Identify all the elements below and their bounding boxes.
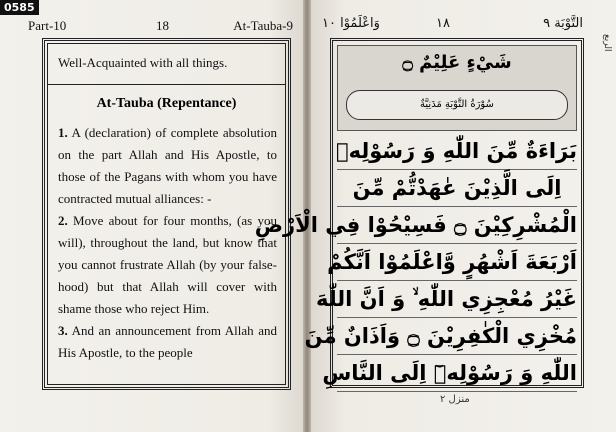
right-head-center: ١٨ bbox=[436, 16, 450, 31]
divider bbox=[48, 84, 285, 85]
right-text-frame bbox=[254, 38, 584, 388]
right-head-left: وَاعْلَمُوْا ١٠ bbox=[322, 16, 380, 31]
left-text-frame bbox=[42, 38, 291, 390]
translation-body bbox=[58, 122, 277, 364]
ayah-line: بَرَاءَةٌ مِّنَ اللّٰهِ وَ رَسُوْلِهٖ bbox=[337, 133, 577, 170]
arabic-text bbox=[254, 133, 577, 392]
right-head-right: التَّوْبَة ٩ bbox=[543, 16, 583, 31]
verse-number: 2. bbox=[58, 213, 68, 228]
verse-number: 3. bbox=[58, 323, 68, 338]
ayah-line: الْمُشْرِكِيْنَ ۝ فَسِيْحُوْا فِي الْاَرْضِ bbox=[337, 207, 577, 244]
verse-number: 1. bbox=[58, 125, 68, 140]
verse-2 bbox=[58, 210, 277, 320]
margin-note: الربع bbox=[602, 34, 612, 52]
right-running-head bbox=[318, 16, 583, 34]
verse-text: Move about for four months, (as you will), throughout the land, but know that you cannot frustrate Allah (by your false-hood) but that Allah will cover with shame those who reject Him. bbox=[58, 213, 278, 316]
carryover-line: Well-Acquainted with all things. bbox=[58, 55, 228, 70]
part-label: Part-10 bbox=[28, 18, 67, 33]
ayah-line: اَرْبَعَةَ اَشْهُرٍ وَّاعْلَمُوْا اَنَّكُمْ bbox=[337, 244, 577, 281]
left-frame-inner bbox=[47, 43, 286, 385]
ayah-line: اِلَى الَّذِيْنَ عٰهَدْتُّمْ مِّنَ bbox=[337, 170, 577, 207]
sura-label: At-Tauba-9 bbox=[233, 18, 293, 33]
ayah-line: غَيْرُ مُعْجِزِي اللّٰهِ ۙ وَ اَنَّ اللّٰهَ bbox=[337, 281, 577, 318]
page-number: 18 bbox=[156, 18, 169, 33]
verse-3 bbox=[58, 320, 277, 364]
ayah-line: مُخْزِي الْكٰفِرِيْنَ ۝ وَاَذَانٌ مِّنَ bbox=[337, 318, 577, 355]
verse-1 bbox=[58, 122, 277, 210]
manzil-footer: منزل ٢ bbox=[440, 394, 470, 405]
title-text: شَيْءٍ عَلِيْمٌ ۝ bbox=[402, 52, 512, 73]
scan-id-label: 0585 bbox=[0, 0, 39, 15]
verse-text: A (declaration) of complete absolution on the part Allah and His Apostle, to those of the Pagans with whom you have contracted mutual alliances: - bbox=[58, 125, 277, 206]
verse-text: And an announcement from Allah and His Apostle, to the people bbox=[58, 323, 277, 360]
sura-cartouche: سُوْرَةُ التَّوْبَةِ مَدَنِيَّةٌ bbox=[346, 90, 568, 120]
sura-heading: At-Tauba (Repentance) bbox=[96, 96, 237, 111]
ayah-line: اللّٰهِ وَ رَسُوْلِهٖٓ اِلَى النَّاسِ bbox=[337, 355, 577, 392]
title-band bbox=[337, 45, 577, 131]
